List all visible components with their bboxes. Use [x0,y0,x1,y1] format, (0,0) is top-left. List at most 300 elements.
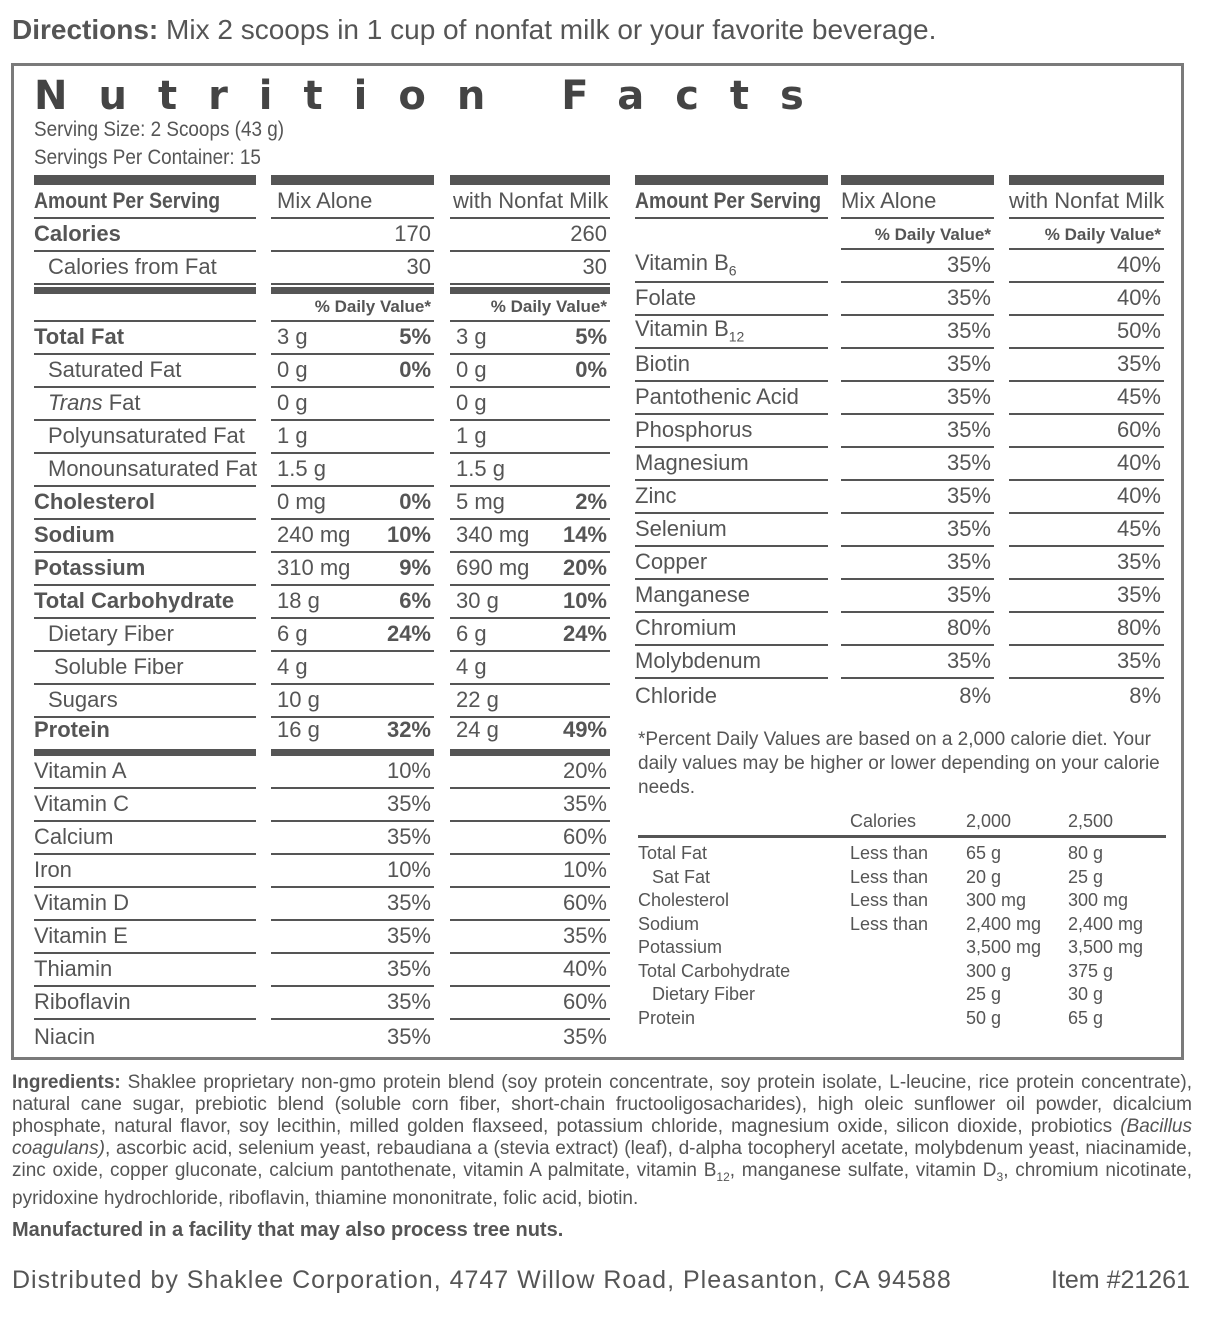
right-row-mix [841,547,994,580]
nutrient-milk-dv: 20% [562,555,607,580]
right-row-milk-dv: 40% [1116,483,1161,508]
nutrient-milk-amount: 4 g [456,654,487,679]
nutrient-label: Dietary Fiber [48,621,174,646]
dv-ref-label: Sat Fat [652,866,711,887]
right-top-bar [1009,175,1164,185]
vitamin-row-mix [271,1020,434,1053]
dv-ref-label: Cholesterol [638,890,730,910]
vitamin-mix-dv: 35% [386,890,431,915]
dv-header-mix-cell [271,294,434,322]
daily-value-footnote: *Percent Daily Values are based on a 2,000 calorie diet. Your daily values may be higher or lower depending on your calorie needs. [638,729,1160,798]
nutrient-label: Polyunsaturated Fat [48,423,245,448]
right-row-label-text [635,483,677,509]
dv-header-mix: % Daily Value* [314,297,431,316]
right-row-milk-dv: 35% [1116,549,1161,574]
right-row-mix-dv: 35% [946,384,991,409]
right-row-milk-dv: 8% [1129,683,1161,708]
nutrient-row-milk [450,355,610,388]
dv-ref-value-2000: 300 mg [966,890,1027,910]
right-header-label-cell [635,185,828,219]
right-top-bar [635,175,828,185]
dv-ref-value-2000: 25 g [966,984,1002,1004]
nutrient-row-milk [450,322,610,355]
dv-ref-label: Total Carbohydrate [638,960,791,981]
dv-header-blank [34,294,256,322]
right-row-milk [1009,448,1164,481]
nutrient-mix-amount: 0 mg [277,489,326,514]
nutrient-milk-amount: 340 mg [456,522,530,547]
ingredients-part2: , ascorbic acid, selenium yeast, rebaudiana a (stevia extract) (leaf), d-alpha tocopheryl acetate, molybdenum yeast, niacinamide, zinc oxide, copper gluconate, calcium pantothenate, vitamin A palmitate, vitamin B [12,1138,1192,1181]
vitamin-mix-dv: 10% [386,758,431,783]
nutrient-row-milk [450,718,610,756]
vitamin-mix-dv: 35% [386,791,431,816]
nutrient-row-mix [271,652,434,685]
nutrient-milk-dv: 10% [562,588,607,613]
right-row-mix-dv: 35% [946,351,991,376]
right-row-label-text [635,648,761,674]
ingredients-sub3: 3 [996,1169,1004,1184]
vitamin-row-label [34,987,256,1020]
nutrient-row-mix [271,322,434,355]
right-dv-header-milk-cell [1009,219,1164,250]
nutrient-row-mix [271,388,434,421]
dv-header-milk: % Daily Value* [490,297,607,316]
vitamin-row-label [34,789,256,822]
right-row-label [635,580,828,613]
calories-row-milk [450,219,610,252]
nutrient-mix-dv: 0% [399,357,431,382]
right-row-milk [1009,250,1164,283]
right-row-mix [841,448,994,481]
nutrient-label-subscript: 6 [728,262,737,278]
nutrient-label-italic: Trans [48,390,103,415]
nutrient-row-label [34,718,256,756]
nutrient-row-milk [450,520,610,553]
right-row-milk [1009,646,1164,679]
right-row-mix [841,481,994,514]
nutrient-row-label [34,685,256,718]
nutrient-mix-amount: 1 g [277,423,308,448]
nutrient-row-milk [450,685,610,718]
nutrient-row-milk [450,487,610,520]
right-row-mix [841,646,994,679]
nutrient-label: Saturated Fat [48,357,182,382]
left-section-bar [34,287,256,294]
nutrient-label: Folate [635,285,697,310]
nutrient-row-mix [271,355,434,388]
nutrient-row-label [34,355,256,388]
nutrient-milk-dv: 5% [575,324,607,349]
nutrient-row-label [34,586,256,619]
nutrient-row-milk [450,619,610,652]
calories-row-milk [450,252,610,285]
nutrient-row-label [34,553,256,586]
dv-ref-value-2500: 2,400 mg [1068,913,1144,934]
dv-ref-qualifier: Less than [850,843,929,863]
right-header-with-nonfat-milk: with Nonfat Milk [1009,188,1165,213]
right-top-bar [841,175,994,185]
right-row-label [635,481,828,514]
dv-ref-qualifier: Less than [850,866,929,887]
nutrient-label: Chromium [635,615,737,640]
vitamin-row-milk [450,954,610,987]
right-row-label-text [635,549,707,575]
right-header-amount-per-serving: Amount Per Serving [635,188,822,213]
nutrient-mix-amount: 310 mg [277,555,351,580]
nutrient-label: Total Carbohydrate [34,588,235,613]
dv-ref-label: Potassium [638,937,723,957]
calories_fat-milk-value: 30 [582,254,607,279]
nutrient-mix-amount: 0 g [277,390,308,415]
dv-ref-value-2500: 30 g [1068,984,1104,1004]
dv-ref-header: 2,000 [966,811,1012,831]
nutrient-mix-amount: 1.5 g [277,456,326,481]
right-row-milk [1009,415,1164,448]
nutrient-label: Vitamin B [635,315,729,341]
right-row-mix-dv: 35% [946,252,991,277]
right-dv-header-mix-cell [841,219,994,250]
allergen-statement: Manufactured in a facility that may also process tree nuts. [12,1219,564,1241]
nutrition-facts-panel [11,63,1184,1060]
nutrient-row-mix [271,520,434,553]
calories-mix-value: 170 [394,221,431,246]
nutrition-facts-title: Nutrition Facts [34,73,835,119]
right-row-mix-dv: 35% [946,483,991,508]
nutrient-row-mix [271,487,434,520]
nutrient-milk-amount: 24 g [456,717,499,742]
nutrient-row-milk [450,652,610,685]
nutrient-row-mix [271,619,434,652]
ingredients-part3: , manganese sulfate, vitamin D [729,1160,997,1181]
right-row-label-text [635,316,744,344]
vitamin-row-label [34,756,256,789]
dv-ref-label: Sodium [638,913,700,934]
vitamin-mix-dv: 10% [386,857,431,882]
nutrient-row-mix [271,718,434,756]
nutrient-mix-amount: 6 g [277,621,308,646]
right-row-milk-dv: 80% [1116,615,1161,640]
nutrient-row-label [34,421,256,454]
left-top-bar [271,175,434,185]
right-row-label [635,283,828,316]
nutrient-milk-dv: 24% [562,621,607,646]
right-row-milk-dv: 60% [1116,417,1161,442]
ingredients-sub12: 12 [716,1169,730,1184]
left-section-bar [271,287,434,294]
dv-ref-qualifier: Less than [850,890,929,910]
right-row-mix-dv: 35% [946,549,991,574]
servings-per-container: Servings Per Container: 15 [34,146,261,169]
right-row-milk-dv: 40% [1116,285,1161,310]
nutrient-milk-dv: 49% [562,717,607,742]
nutrient-milk-amount: 5 mg [456,489,505,514]
right-row-mix [841,316,994,349]
left-section-bar [450,287,610,294]
nutrient-row-label [34,454,256,487]
dv-ref-value-2000: 2,400 mg [966,913,1042,934]
vitamin-label: Vitamin E [34,923,128,948]
vitamin-label: Vitamin A [34,758,127,783]
vitamin-row-mix [271,756,434,789]
nutrient-mix-amount: 18 g [277,588,320,613]
right-row-milk [1009,283,1164,316]
dv-ref-value-2000: 50 g [966,1007,1002,1028]
nutrient-label: Pantothenic Acid [635,384,799,409]
nutrient-milk-amount: 30 g [456,588,499,613]
ingredients-part4: , chromium nicotinate, pyridoxine hydrochloride, riboflavin, thiamine mononitrate, folic acid, biotin. [12,1160,1192,1209]
right-row-milk [1009,316,1164,349]
vitamin-mix-dv: 35% [386,956,431,981]
vitamin-milk-dv: 20% [562,758,607,783]
vitamin-row-milk [450,921,610,954]
vitamin-row-milk [450,822,610,855]
vitamin-mix-dv: 35% [386,923,431,948]
nutrient-mix-dv: 9% [399,555,431,580]
vitamin-label: Niacin [34,1024,96,1049]
right-row-milk-dv: 45% [1116,384,1161,409]
nutrient-row-label [34,388,256,421]
nutrient-label: Copper [635,549,708,574]
vitamin-mix-dv: 35% [386,989,431,1014]
nutrient-mix-dv: 6% [399,588,431,613]
right-row-milk-dv: 40% [1116,252,1161,277]
dv-ref-value-2500: 25 g [1068,866,1104,887]
right-row-mix [841,679,994,712]
vitamin-row-mix [271,789,434,822]
nutrient-row-label [34,487,256,520]
vitamin-label: Iron [34,857,72,882]
right-row-label-text [635,250,737,278]
right-header-milk-cell [1009,185,1164,219]
nutrient-mix-amount: 3 g [277,324,308,349]
nutrient-milk-amount: 6 g [456,621,487,646]
dv-ref-value-2500: 3,500 mg [1068,937,1144,957]
calories_fat-mix-value: 30 [406,254,431,279]
dv-ref-rule [638,835,1166,838]
nutrient-label: Cholesterol [34,489,156,514]
vitamin-row-mix [271,888,434,921]
right-row-label [635,250,828,283]
right-row-label [635,679,828,712]
calories-row-label [34,252,256,285]
vitamin-label: Calcium [34,824,114,849]
right-row-milk-dv: 35% [1116,648,1161,673]
nutrient-label: Phosphorus [635,417,753,442]
vitamin-row-milk [450,888,610,921]
dv-header-milk-cell [450,294,610,322]
right-row-label-text [635,285,696,311]
nutrient-label: Magnesium [635,450,749,475]
nutrient-milk-dv: 2% [575,489,607,514]
right-row-mix [841,514,994,547]
right-row-mix [841,580,994,613]
right-row-mix-dv: 80% [946,615,991,640]
nutrient-milk-amount: 0 g [456,357,487,382]
nutrient-label: Vitamin B [635,249,729,275]
right-row-milk [1009,580,1164,613]
left-header-mix-cell [271,185,434,219]
right-row-label-text [635,384,799,410]
right-row-mix [841,613,994,646]
right-row-milk [1009,679,1164,712]
nutrient-row-mix [271,454,434,487]
vitamin-row-milk [450,756,610,789]
vitamin-row-label [34,1020,256,1053]
right-row-label-text [635,351,690,377]
nutrient-row-milk [450,586,610,619]
dv-ref-label: Total Fat [638,843,708,863]
vitamin-row-milk [450,789,610,822]
vitamin-row-label [34,822,256,855]
dv-ref-value-2500: 300 mg [1068,890,1129,910]
ingredients-italic: (Bacillus coagulans) [12,1116,1192,1159]
nutrient-mix-amount: 4 g [277,654,308,679]
dv-ref-value-2500: 80 g [1068,843,1104,863]
nutrient-milk-dv: 0% [575,357,607,382]
right-dv-header-mix: % Daily Value* [874,225,991,244]
nutrient-milk-amount: 0 g [456,390,487,415]
right-row-label [635,547,828,580]
right-row-mix-dv: 35% [946,648,991,673]
right-row-label [635,613,828,646]
calories-label: Calories [34,221,121,246]
nutrient-milk-amount: 22 g [456,687,499,712]
dv-ref-value-2000: 300 g [966,960,1012,981]
nutrient-label: Monounsaturated Fat [48,456,258,481]
right-row-milk-dv: 35% [1116,582,1161,607]
nutrient-label: Soluble Fiber [54,654,184,679]
right-row-mix-dv: 35% [946,582,991,607]
nutrient-label: Biotin [635,351,691,376]
vitamin-milk-dv: 35% [562,791,607,816]
right-row-mix [841,283,994,316]
calories-row-label [34,219,256,252]
right-row-mix-dv: 35% [946,417,991,442]
header-amount-per-serving: Amount Per Serving [34,188,221,213]
right-row-label-text [635,450,749,476]
right-row-milk [1009,613,1164,646]
right-row-mix-dv: 35% [946,318,991,343]
nutrient-row-label [34,520,256,553]
right-row-mix [841,415,994,448]
nutrient-mix-dv: 10% [386,522,431,547]
nutrient-row-milk [450,388,610,421]
vitamin-milk-dv: 60% [562,989,607,1014]
vitamin-row-mix [271,987,434,1020]
right-row-mix [841,382,994,415]
ingredients [12,1072,1192,1210]
vitamin-milk-dv: 60% [562,890,607,915]
serving-size: Serving Size: 2 Scoops (43 g) [34,118,285,141]
calories_fat-label: Calories from Fat [48,254,217,279]
left-header-milk-cell [450,185,610,219]
right-row-mix [841,349,994,382]
nutrient-row-label [34,322,256,355]
dv-ref-value-2000: 3,500 mg [966,937,1042,957]
nutrient-mix-dv: 0% [399,489,431,514]
right-row-mix [841,250,994,283]
right-row-milk [1009,481,1164,514]
vitamin-row-mix [271,921,434,954]
nutrient-label: Manganese [635,582,750,607]
left-top-bar [34,175,256,185]
nutrient-label: Chloride [635,683,717,708]
right-row-label-text [635,615,736,641]
right-row-label-text [635,582,750,608]
right-row-mix-dv: 35% [946,516,991,541]
vitamin-row-label [34,954,256,987]
nutrient-milk-amount: 1 g [456,423,487,448]
nutrient-mix-dv: 5% [399,324,431,349]
right-row-label-text [635,516,727,542]
nutrient-mix-dv: 24% [386,621,431,646]
distributor: Distributed by Shaklee Corporation, 4747 Willow Road, Pleasanton, CA 94588 [12,1266,952,1294]
directions-text: Mix 2 scoops in 1 cup of nonfat milk or your favorite beverage. [158,14,937,45]
right-row-label [635,349,828,382]
right-row-mix-dv: 35% [946,450,991,475]
nutrient-label: Zinc [635,483,677,508]
nutrient-mix-amount: 0 g [277,357,308,382]
nutrient-label: Molybdenum [635,648,761,673]
nutrient-row-mix [271,553,434,586]
right-row-label [635,646,828,679]
vitamin-row-milk [450,987,610,1020]
header-mix-alone: Mix Alone [277,188,373,213]
dv-ref-value-2500: 375 g [1068,960,1114,981]
vitamin-row-mix [271,855,434,888]
nutrient-mix-amount: 10 g [277,687,320,712]
nutrient-row-mix [271,421,434,454]
right-row-milk [1009,547,1164,580]
vitamin-label: Riboflavin [34,989,131,1014]
right-row-label [635,382,828,415]
nutrient-milk-dv: 14% [562,522,607,547]
calories-milk-value: 260 [570,221,607,246]
right-dv-header-milk: % Daily Value* [1044,225,1161,244]
ingredients-part1: Shaklee proprietary non-gmo protein blend (soy protein concentrate, soy protein isolate, L-leucine, rice protein concentrate), natural cane sugar, prebiotic blend (soluble corn fiber, short-chain fructooligosacharides), high oleic sunflower oil powder, dicalcium phosphate, natural flavor, soy lecithin, milled golden flaxseed, potassium chloride, magnesium oxide, silicon dioxide, probiotics [12,1072,1192,1137]
dv-ref-header: 2,500 [1068,811,1114,831]
nutrient-mix-dv: 32% [386,717,431,742]
nutrient-milk-amount: 1.5 g [456,456,505,481]
nutrient-milk-amount: 3 g [456,324,487,349]
vitamin-milk-dv: 35% [562,1024,607,1049]
vitamin-row-label [34,855,256,888]
dv-ref-label: Protein [638,1007,696,1028]
ingredients-label: Ingredients: [12,1072,121,1093]
nutrient-label-rest: Fat [102,390,141,415]
right-row-milk [1009,382,1164,415]
vitamin-label: Thiamin [34,956,113,981]
nutrient-row-milk [450,454,610,487]
right-row-milk [1009,514,1164,547]
dv-ref-value-2500: 65 g [1068,1007,1104,1028]
vitamin-milk-dv: 10% [562,857,607,882]
dv-ref-label: Dietary Fiber [652,984,756,1004]
nutrient-label: Protein [34,717,110,742]
vitamin-row-label [34,888,256,921]
nutrient-row-label [34,619,256,652]
right-header-mix-cell [841,185,994,219]
right-row-milk-dv: 45% [1116,516,1161,541]
right-row-label [635,448,828,481]
nutrient-row-mix [271,586,434,619]
nutrient-label: Total Fat [34,324,125,349]
calories-row-mix [271,252,434,285]
right-row-milk-dv: 50% [1116,318,1161,343]
vitamin-row-mix [271,822,434,855]
right-row-label [635,316,828,349]
vitamin-mix-dv: 35% [386,824,431,849]
